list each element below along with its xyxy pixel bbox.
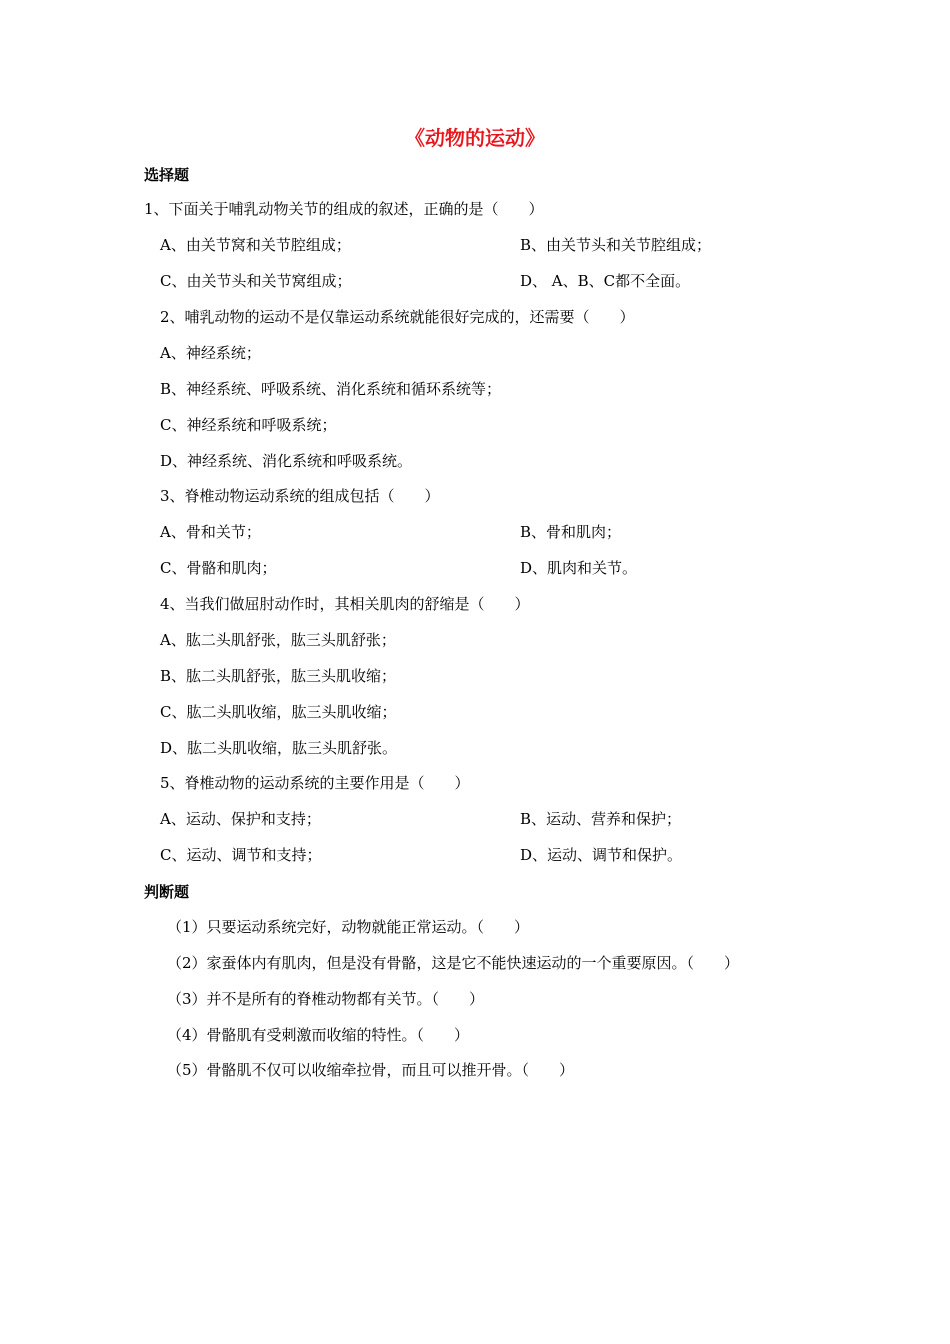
q5-option-d: D、运动、调节和保护。 bbox=[520, 846, 683, 864]
q4-option-a: A、肱二头肌舒张，肱三头肌舒张； bbox=[160, 631, 396, 649]
q5-option-c: C、运动、调节和支持； bbox=[160, 846, 322, 864]
q2-option-a: A、神经系统； bbox=[160, 344, 261, 362]
question-3: 3、脊椎动物运动系统的组成包括（ ） bbox=[160, 487, 440, 505]
question-4: 4、当我们做屈肘动作时，其相关肌肉的舒缩是（ ） bbox=[160, 595, 530, 613]
section-heading-judge: 判断题 bbox=[144, 883, 190, 901]
q1-option-c: C、由关节头和关节窝组成； bbox=[160, 272, 352, 290]
page-title: 《动物的运动》 bbox=[405, 126, 545, 150]
section-heading-choice: 选择题 bbox=[144, 166, 190, 184]
judgment-4: （4）骨骼肌有受刺激而收缩的特性。（ ） bbox=[167, 1026, 470, 1044]
q4-option-d: D、肱二头肌收缩，肱三头肌舒张。 bbox=[160, 739, 398, 757]
q5-option-a: A、运动、保护和支持； bbox=[160, 810, 321, 828]
q3-option-d: D、肌肉和关节。 bbox=[520, 559, 638, 577]
judgment-3: （3）并不是所有的脊椎动物都有关节。（ ） bbox=[167, 990, 485, 1008]
q5-option-b: B、运动、营养和保护； bbox=[520, 810, 682, 828]
q1-option-d: D、 A、B、C都不全面。 bbox=[520, 272, 691, 290]
question-1: 1、下面关于哺乳动物关节的组成的叙述，正确的是（ ） bbox=[144, 200, 544, 218]
q2-option-b: B、神经系统、呼吸系统、消化系统和循环系统等； bbox=[160, 380, 502, 398]
q2-option-c: C、神经系统和呼吸系统； bbox=[160, 416, 337, 434]
question-5: 5、脊椎动物的运动系统的主要作用是（ ） bbox=[160, 774, 470, 792]
q3-option-c: C、骨骼和肌肉； bbox=[160, 559, 277, 577]
q1-option-b: B、由关节头和关节腔组成； bbox=[520, 236, 712, 254]
judgment-5: （5）骨骼肌不仅可以收缩牵拉骨，而且可以推开骨。（ ） bbox=[167, 1061, 575, 1079]
question-2: 2、哺乳动物的运动不是仅靠运动系统就能很好完成的，还需要（ ） bbox=[160, 308, 635, 326]
q4-option-c: C、肱二头肌收缩，肱三头肌收缩； bbox=[160, 703, 397, 721]
q4-option-b: B、肱二头肌舒张，肱三头肌收缩； bbox=[160, 667, 397, 685]
q3-option-b: B、骨和肌肉； bbox=[520, 523, 622, 541]
q1-option-a: A、由关节窝和关节腔组成； bbox=[160, 236, 351, 254]
judgment-1: （1）只要运动系统完好，动物就能正常运动。（ ） bbox=[167, 918, 530, 936]
q3-option-a: A、骨和关节； bbox=[160, 523, 261, 541]
judgment-2: （2）家蚕体内有肌肉，但是没有骨骼，这是它不能快速运动的一个重要原因。（ ） bbox=[167, 954, 740, 972]
q2-option-d: D、神经系统、消化系统和呼吸系统。 bbox=[160, 452, 413, 470]
